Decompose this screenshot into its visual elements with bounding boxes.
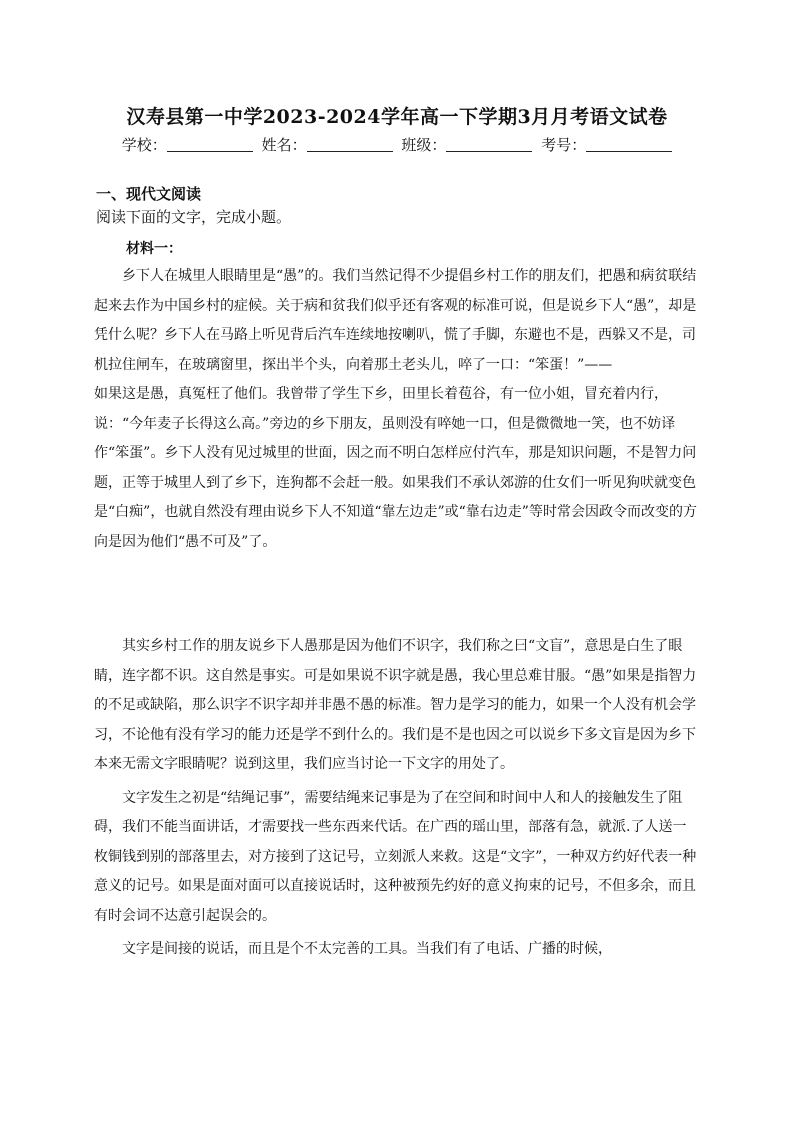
name-blank[interactable] — [307, 137, 393, 152]
number-blank[interactable] — [586, 137, 672, 152]
passage-block-2 — [94, 632, 698, 965]
paragraph-3: 其实乡村工作的朋友说乡下人愚那是因为他们不识字，我们称之曰“文盲”，意思是白生了眼睛，连字都不识。这自然是事实。可是如果说不识字就是愚，我心里总难甘服。“愚”如果是指智力的不足或缺陷，那么识字不识字却并非愚不愚的标准。智力是学习的能力，如果一个人没有机会学习，不论他有没有学习的能力还是学不到什么的。我们是不是也因之可以说乡下多文盲是因为乡下本来无需文字眼睛呢？说到这里，我们应当讨论一下文字的用处了。 — [94, 638, 697, 772]
passage-block-1 — [94, 262, 698, 557]
section-heading: 一、现代文阅读 — [96, 185, 202, 203]
name-label: 姓名： — [261, 136, 307, 154]
student-info-line — [0, 134, 794, 155]
instruction-text: 阅读下面的文字，完成小题。 — [96, 208, 292, 226]
class-label: 班级： — [401, 136, 447, 154]
material-label: 材料一： — [126, 241, 182, 257]
school-blank[interactable] — [167, 137, 253, 152]
paragraph-1: 乡下人在城里人眼睛里是“愚”的。我们当然记得不少提倡乡村工作的朋友们，把愚和病贫联结起来去作为中国乡村的症候。关于病和贫我们似乎还有客观的标准可说，但是说乡下人“愚”，却是凭什么呢？乡下人在马路上听见背后汽车连续地按喇叭，慌了手脚，东避也不是，西躲又不是，司机拉住闸车，在玻璃窗里，探出半个头，向着那土老头儿，啐了一口：“笨蛋！”—— — [94, 268, 697, 373]
paragraph-2: 如果这是愚，真冤枉了他们。我曾带了学生下乡，田里长着苞谷，有一位小姐，冒充着内行，说：“今年麦子长得这么高。”旁边的乡下朋友，虽则没有啐她一口，但是微微地一笑，也不妨译作“笨蛋”。乡下人没有见过城里的世面，因之而不明白怎样应付汽车，那是知识问题，不是智力问题，正等于城里人到了乡下，连狗都不会赶一般。如果我们不承认郊游的仕女们一听见狗吠就变色是“白痴”，也就自然没有理由说乡下人不知道“靠左边走”或“靠右边走”等时常会因政令而改变的方向是因为他们“愚不可及”了。 — [94, 386, 697, 550]
number-label: 考号： — [541, 136, 587, 154]
class-blank[interactable] — [446, 137, 532, 152]
paragraph-5: 文字是间接的说话，而且是个不太完善的工具。当我们有了电话、广播的时候， — [122, 941, 612, 957]
paragraph-4: 文字发生之初是“结绳记事”，需要结绳来记事是为了在空间和时间中人和人的接触发生了阻碍，我们不能当面讲话，才需要找一些东西来代话。在广西的瑶山里，部落有急，就派.了人送一枚铜钱到别的部落里去，对方接到了这记号，立刻派人来救。这是“文字”，一种双方约好代表一种意义的记号。如果是面对面可以直接说话时，这种被预先约好的意义拘束的记号，不但多余，而且有时会词不达意引起误会的。 — [94, 789, 697, 924]
exam-title: 汉寿县第一中学2023-2024学年高一下学期3月月考语文试卷 — [126, 106, 668, 128]
school-label: 学校： — [121, 136, 167, 154]
